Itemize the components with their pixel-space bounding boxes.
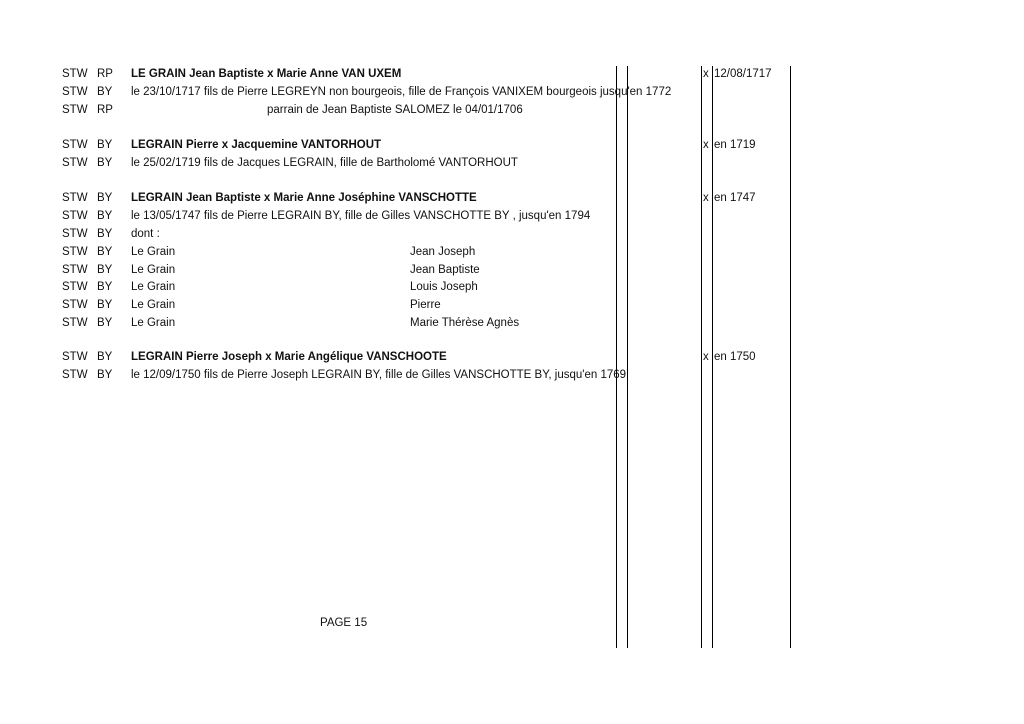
record-detail: le 12/09/1750 fils de Pierre Joseph LEGRAIN BY, fille de Gilles VANSCHOTTE BY, jusqu'en 1769 bbox=[131, 369, 627, 381]
child-firstname: Pierre bbox=[410, 299, 441, 311]
parish-code: STW bbox=[62, 86, 88, 98]
child-firstname: Jean Joseph bbox=[410, 246, 476, 258]
parish-code: STW bbox=[62, 317, 88, 329]
status-code: BY bbox=[97, 246, 113, 258]
parish-code: STW bbox=[62, 351, 88, 363]
child-surname: Le Grain bbox=[131, 246, 176, 258]
status-code: BY bbox=[97, 157, 113, 169]
marriage-mark: x bbox=[703, 351, 709, 363]
child-surname: Le Grain bbox=[131, 281, 176, 293]
parish-code: STW bbox=[62, 281, 88, 293]
child-surname: Le Grain bbox=[131, 299, 176, 311]
parish-code: STW bbox=[62, 246, 88, 258]
status-code: BY bbox=[97, 210, 113, 222]
marriage-title: LEGRAIN Pierre x Jacquemine VANTORHOUT bbox=[131, 139, 382, 151]
parish-code: STW bbox=[62, 369, 88, 381]
record-detail: dont : bbox=[131, 228, 160, 240]
column-rule bbox=[712, 66, 713, 648]
column-rule bbox=[790, 66, 791, 648]
page-number: PAGE 15 bbox=[320, 617, 368, 629]
status-code: BY bbox=[97, 139, 113, 151]
column-rule bbox=[701, 66, 702, 648]
record-detail: le 25/02/1719 fils de Jacques LEGRAIN, fille de Bartholomé VANTORHOUT bbox=[131, 157, 518, 169]
record-detail: le 13/05/1747 fils de Pierre LEGRAIN BY, fille de Gilles VANSCHOTTE BY , jusqu'en 1794 bbox=[131, 210, 591, 222]
parish-code: STW bbox=[62, 192, 88, 204]
parish-code: STW bbox=[62, 104, 88, 116]
child-firstname: Marie Thérèse Agnès bbox=[410, 317, 520, 329]
status-code: BY bbox=[97, 317, 113, 329]
status-code: RP bbox=[97, 104, 113, 116]
marriage-title: LEGRAIN Jean Baptiste x Marie Anne Joséphine VANSCHOTTE bbox=[131, 192, 477, 204]
marriage-title: LE GRAIN Jean Baptiste x Marie Anne VAN UXEM bbox=[131, 68, 402, 80]
parish-code: STW bbox=[62, 210, 88, 222]
status-code: BY bbox=[97, 299, 113, 311]
marriage-date: en 1750 bbox=[714, 351, 756, 363]
status-code: BY bbox=[97, 281, 113, 293]
marriage-date: en 1719 bbox=[714, 139, 756, 151]
parish-code: STW bbox=[62, 299, 88, 311]
parish-code: STW bbox=[62, 68, 88, 80]
status-code: BY bbox=[97, 192, 113, 204]
status-code: BY bbox=[97, 351, 113, 363]
marriage-date: 12/08/1717 bbox=[714, 68, 772, 80]
child-surname: Le Grain bbox=[131, 264, 176, 276]
marriage-date: en 1747 bbox=[714, 192, 756, 204]
parish-code: STW bbox=[62, 157, 88, 169]
status-code: BY bbox=[97, 369, 113, 381]
record-detail: parrain de Jean Baptiste SALOMEZ le 04/01/1706 bbox=[267, 104, 523, 116]
marriage-title: LEGRAIN Pierre Joseph x Marie Angélique VANSCHOOTE bbox=[131, 351, 447, 363]
child-firstname: Louis Joseph bbox=[410, 281, 478, 293]
marriage-mark: x bbox=[703, 192, 709, 204]
parish-code: STW bbox=[62, 264, 88, 276]
parish-code: STW bbox=[62, 139, 88, 151]
marriage-mark: x bbox=[703, 139, 709, 151]
status-code: BY bbox=[97, 264, 113, 276]
column-rule bbox=[616, 66, 617, 648]
marriage-mark: x bbox=[703, 68, 709, 80]
record-detail: le 23/10/1717 fils de Pierre LEGREYN non bourgeois, fille de François VANIXEM bourgeois jusqu'en 1772 bbox=[131, 86, 672, 98]
column-rule bbox=[627, 66, 628, 648]
child-firstname: Jean Baptiste bbox=[410, 264, 480, 276]
parish-code: STW bbox=[62, 228, 88, 240]
status-code: BY bbox=[97, 86, 113, 98]
status-code: RP bbox=[97, 68, 113, 80]
child-surname: Le Grain bbox=[131, 317, 176, 329]
status-code: BY bbox=[97, 228, 113, 240]
